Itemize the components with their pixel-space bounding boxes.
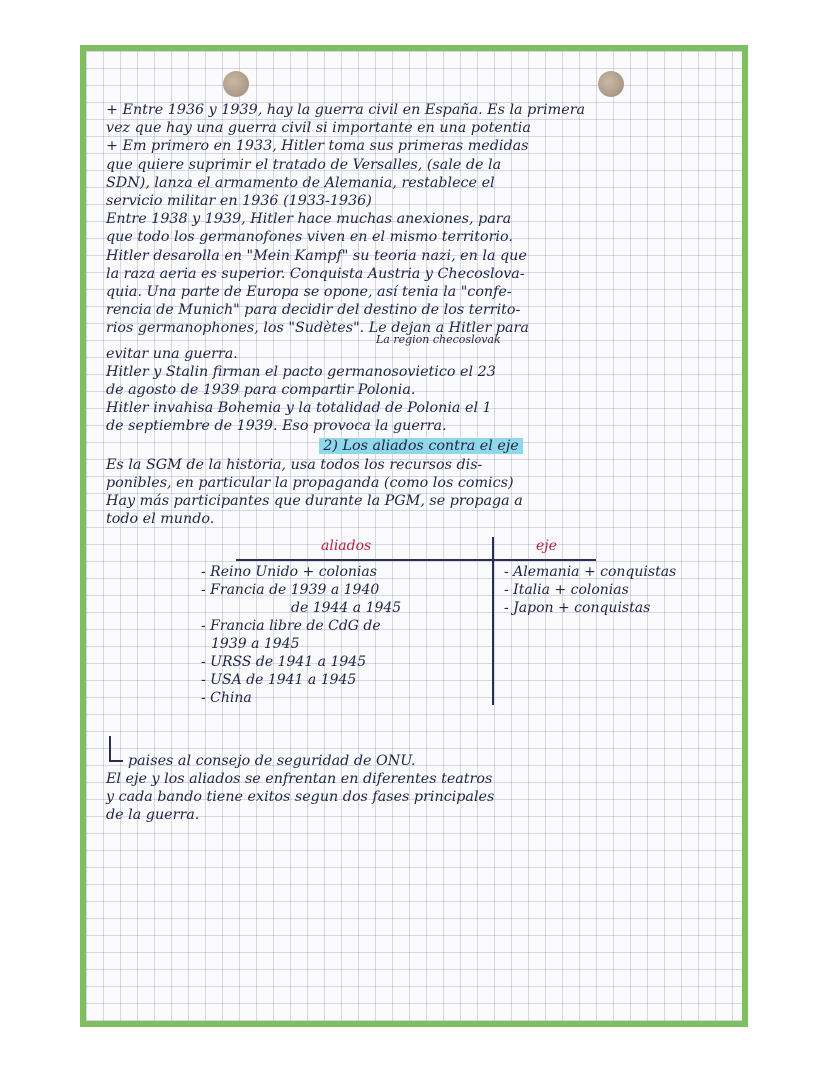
text-line: servicio militar en 1936 (1933-1936) bbox=[106, 193, 372, 210]
list-item: 1939 a 1945 bbox=[211, 635, 300, 652]
allies-list bbox=[201, 563, 486, 707]
list-item: - China bbox=[201, 689, 252, 706]
text-line: y cada bando tiene exitos segun dos fases principales bbox=[106, 789, 495, 806]
list-item: - Reino Unido + colonias bbox=[201, 563, 377, 580]
axis-header: eje bbox=[536, 537, 557, 554]
text-line: rencia de Munich" para decidir del destino de los territo- bbox=[106, 302, 521, 319]
section-subtitle bbox=[106, 437, 736, 455]
text-line: + Entre 1936 y 1939, hay la guerra civil en España. Es la primera bbox=[106, 102, 586, 118]
text-line: de agosto de 1939 para compartir Polonia. bbox=[106, 382, 416, 399]
text-line: Hitler y Stalin firman el pacto germanosovietico el 23 bbox=[106, 363, 496, 380]
text-line: + Em primero en 1933, Hitler toma sus primeras medidas bbox=[106, 138, 529, 155]
allies-axis-table bbox=[186, 537, 677, 752]
binder-hole-left bbox=[223, 71, 249, 97]
text-line: ponibles, en particular la propaganda (como los comics) bbox=[106, 475, 514, 492]
text-line: SDN), lanza el armamento de Alemania, restablece el bbox=[106, 174, 495, 191]
table-divider-line bbox=[492, 537, 494, 705]
small-annotation: La region checoslovak bbox=[376, 332, 501, 346]
handwritten-notes bbox=[106, 101, 736, 824]
list-item: - Francia libre de CdG de bbox=[201, 617, 381, 634]
list-item: - URSS de 1941 a 1945 bbox=[201, 653, 367, 670]
list-item: - Japon + conquistas bbox=[504, 599, 651, 616]
grid-paper bbox=[86, 51, 742, 1021]
arrow-annotation: paises al consejo de seguridad de ONU. bbox=[106, 752, 736, 770]
text-line: la raza aeria es superior. Conquista Austria y Checoslova- bbox=[106, 265, 525, 282]
list-item: - Italia + colonias bbox=[504, 581, 629, 598]
text-line: todo el mundo. bbox=[106, 511, 215, 528]
list-item: - Francia de 1939 a 1940 bbox=[201, 581, 380, 598]
text-line: Hay más participantes que durante la PGM, se propaga a bbox=[106, 493, 523, 510]
text-line: Hitler desarolla en "Mein Kampf" su teoria nazi, en la que bbox=[106, 247, 527, 264]
text-line: Es la SGM de la historia, usa todos los recursos dis- bbox=[106, 456, 483, 473]
list-item: - USA de 1941 a 1945 bbox=[201, 671, 357, 688]
list-item: de 1944 a 1945 bbox=[291, 599, 402, 616]
text-line: Entre 1938 y 1939, Hitler hace muchas anexiones, para bbox=[106, 211, 512, 228]
subtitle-highlight: 2) Los aliados contra el eje bbox=[319, 438, 522, 454]
text-line: vez que hay una guerra civil si importante en una potentia bbox=[106, 120, 531, 137]
text-line: de septiembre de 1939. Eso provoca la guerra. bbox=[106, 418, 447, 435]
list-item: - Alemania + conquistas bbox=[504, 563, 677, 580]
notebook-sheet bbox=[80, 45, 748, 1027]
table-header-line bbox=[236, 559, 596, 561]
binder-hole-right bbox=[598, 71, 624, 97]
text-line: que todo los germanofones viven en el mismo territorio. bbox=[106, 229, 513, 246]
text-line: Hitler invahisa Bohemia y la totalidad de Polonia el 1 bbox=[106, 400, 492, 417]
text-line: evitar una guerra. bbox=[106, 345, 238, 362]
text-line: que quiere suprimir el tratado de Versalles, (sale de la bbox=[106, 156, 502, 173]
text-line: quia. Una parte de Europa se opone, así tenia la "confe- bbox=[106, 284, 512, 301]
allies-header: aliados bbox=[321, 537, 372, 554]
text-line: de la guerra. bbox=[106, 807, 200, 824]
text-line: El eje y los aliados se enfrentan en diferentes teatros bbox=[106, 770, 493, 787]
axis-list bbox=[504, 563, 742, 617]
text-line: rios germanophones, los "Sudètes". Le dejan a Hitler para bbox=[106, 320, 529, 337]
